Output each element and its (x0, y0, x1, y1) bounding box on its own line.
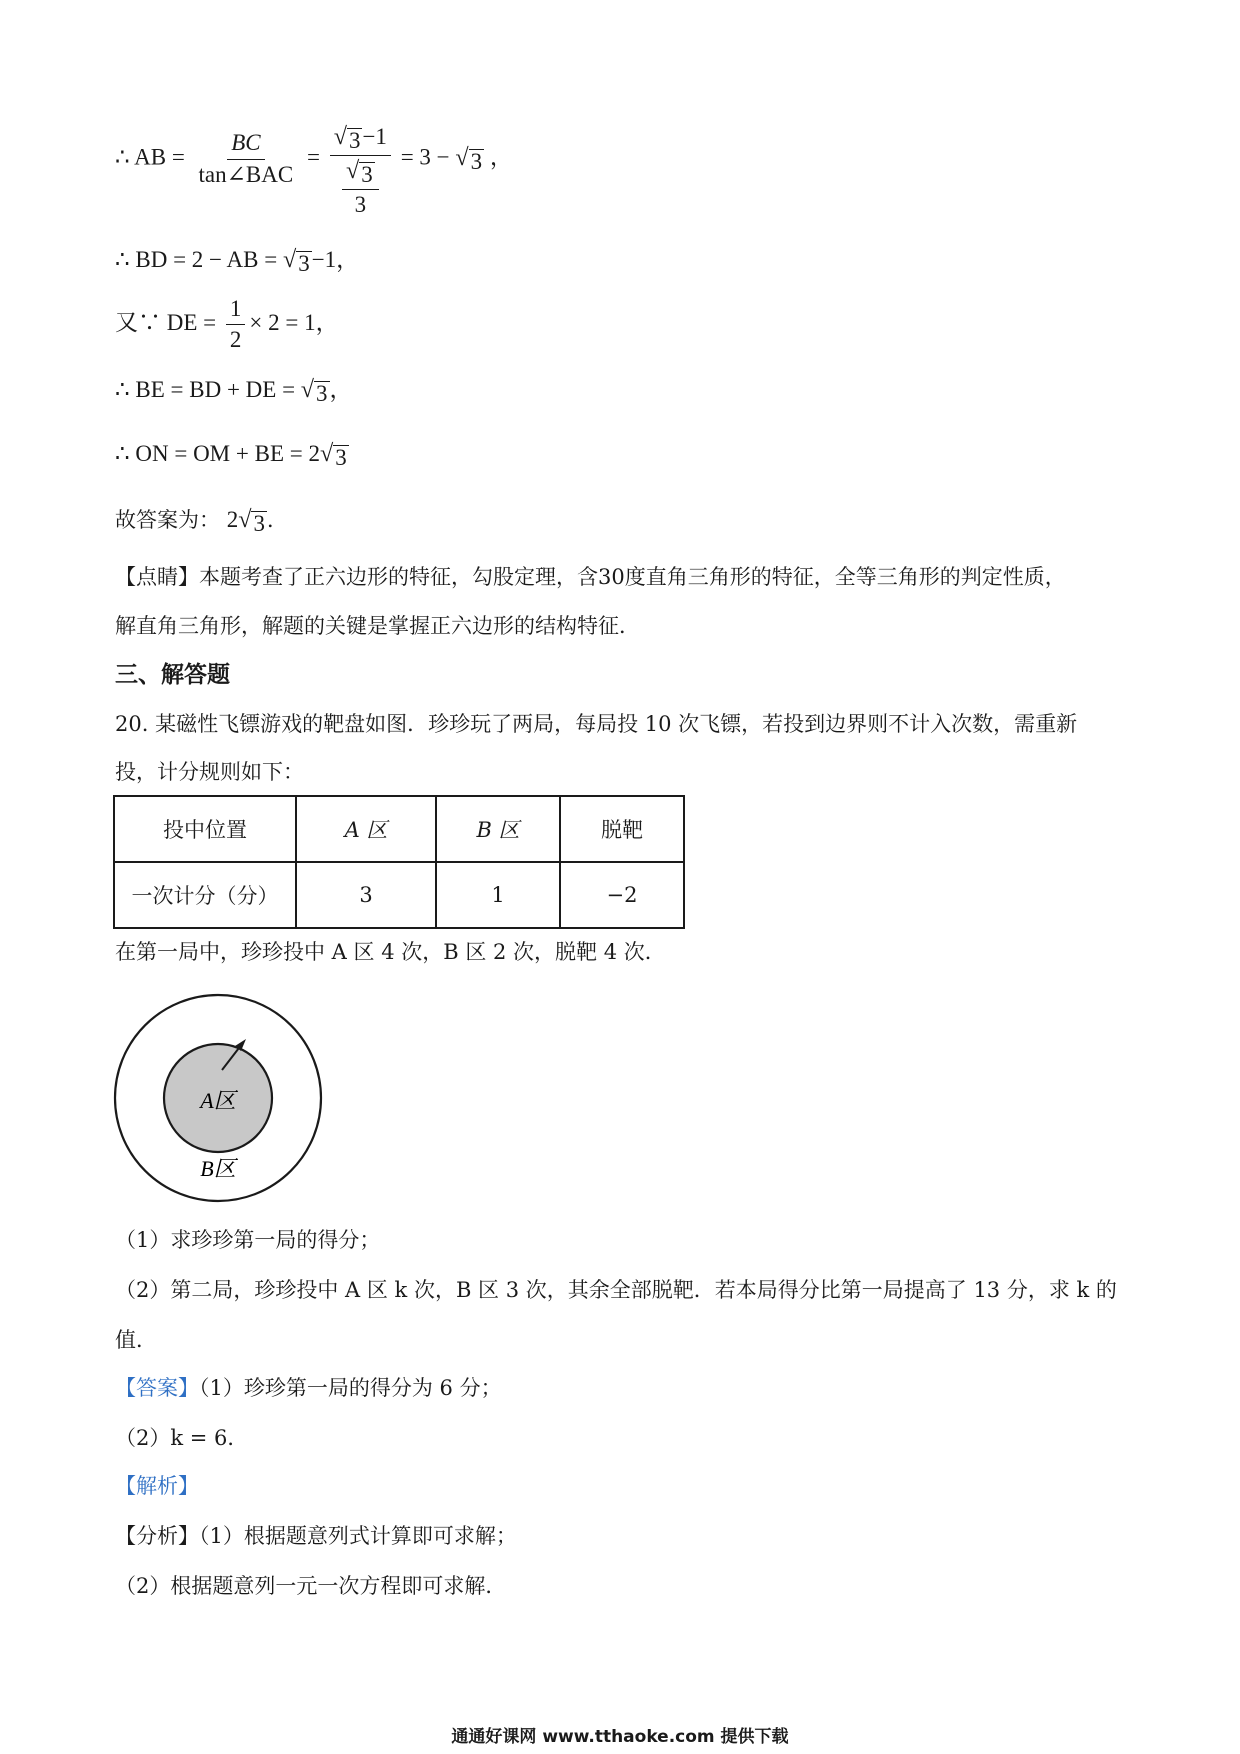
eq-be: ∴ BE = BD + DE = √ 3 ， (115, 376, 353, 406)
equals-sign: = (306, 144, 320, 170)
answer-tag: 【答案】 (115, 1376, 199, 1400)
fraction-compound (330, 124, 391, 219)
first-round-text: 在第一局中，珍珍投中 A 区 4 次，B 区 2 次，脱靶 4 次． (115, 940, 666, 964)
answer-line-1: 【答案】（1）珍珍第一局的得分为 6 分； (115, 1376, 502, 1400)
fraction-denominator: tan∠BAC (198, 161, 294, 187)
eq-bd: ∴ BD = 2 − AB = √ 3 −1， (115, 246, 360, 276)
analysis-line-1: 【分析】（1）根据题意列式计算即可求解； (115, 1524, 517, 1548)
fraction-numerator: BC (227, 130, 264, 159)
analysis-tag: 【解析】 (115, 1474, 199, 1498)
fraction-one-half: $\frac{1}{2}$ (226, 296, 246, 354)
sqrt-symbol: √ 3 (238, 506, 265, 536)
eq-ab-result: = 3 − (400, 144, 450, 170)
sqrt-symbol: √ 3 (300, 376, 328, 406)
table-cell: 3 (296, 862, 436, 928)
final-answer: 故答案为： 2 √ 3 ． (115, 506, 288, 536)
fraction-bc-tan (195, 130, 298, 188)
table-cell: 一次计分（分） (114, 862, 296, 928)
sqrt-symbol: √ 3 (333, 123, 361, 153)
table-cell: −2 (560, 862, 684, 928)
analysis-line-2: （2）根据题意列一元一次方程即可求解． (115, 1574, 507, 1598)
eq-ab: ∴ AB = $\frac{BC}{\text{tan∠BAC}}$ = √ 3 −1 √ 3 3 = 3 − √ 3 ， (115, 123, 513, 218)
comment-line-1: 【点睛】本题考查了正六边形的特征，勾股定理，含30度直角三角形的特征，全等三角形的判定性质， (115, 565, 1066, 589)
comment-line-2: 解直角三角形，解题的关键是掌握正六边形的结构特征． (115, 614, 640, 638)
table-cell: 1 (436, 862, 560, 928)
table-header-cell: 脱靶 (560, 796, 684, 862)
outer-zone-label: B区 (200, 1156, 236, 1181)
table-row (114, 796, 684, 862)
score-table (113, 795, 685, 929)
fraction-denominator: √ 3 3 (338, 156, 383, 219)
table-header-cell: A 区 (296, 796, 436, 862)
answer-line-2: （2）k = 6． (115, 1426, 249, 1450)
sqrt-symbol: √ 3 (345, 157, 373, 188)
table-row (114, 862, 684, 928)
dartboard-figure (110, 990, 330, 1210)
eq-de: 又∵ DE = $\frac{1}{2}$ × 2 = 1， (115, 296, 339, 353)
table-header-cell: 投中位置 (114, 796, 296, 862)
question-line-2: 投，计分规则如下： (115, 760, 304, 784)
sub-question-2-line-1: （2）第二局，珍珍投中 A 区 k 次，B 区 3 次，其余全部脱靶．若本局得分比第一局提高了 13 分，求 k 的 (115, 1278, 1117, 1302)
section-title: 三、解答题 (115, 662, 230, 688)
footer: 通通好课网 www.tthaoke.com 提供下载 (451, 1727, 789, 1747)
table-header-cell: B 区 (436, 796, 560, 862)
sub-question-2-line-2: 值． (115, 1328, 157, 1352)
sqrt-symbol: √ 3 (455, 143, 483, 174)
fraction-numerator: √ 3 −1 (330, 124, 391, 156)
sqrt-symbol: √ 3 (282, 246, 310, 276)
eq-on: ∴ ON = OM + BE = 2 √ 3 (115, 440, 347, 470)
question-line-1: 20. 某磁性飞镖游戏的靶盘如图．珍珍玩了两局，每局投 10 次飞镖，若投到边界则不计入次数，需重新 (115, 712, 1078, 736)
sub-question-1: （1）求珍珍第一局的得分； (115, 1228, 381, 1252)
inner-zone-label: A区 (200, 1088, 236, 1113)
sqrt-symbol: √ 3 (319, 440, 347, 470)
eq-ab-prefix: ∴ AB = (115, 144, 185, 170)
